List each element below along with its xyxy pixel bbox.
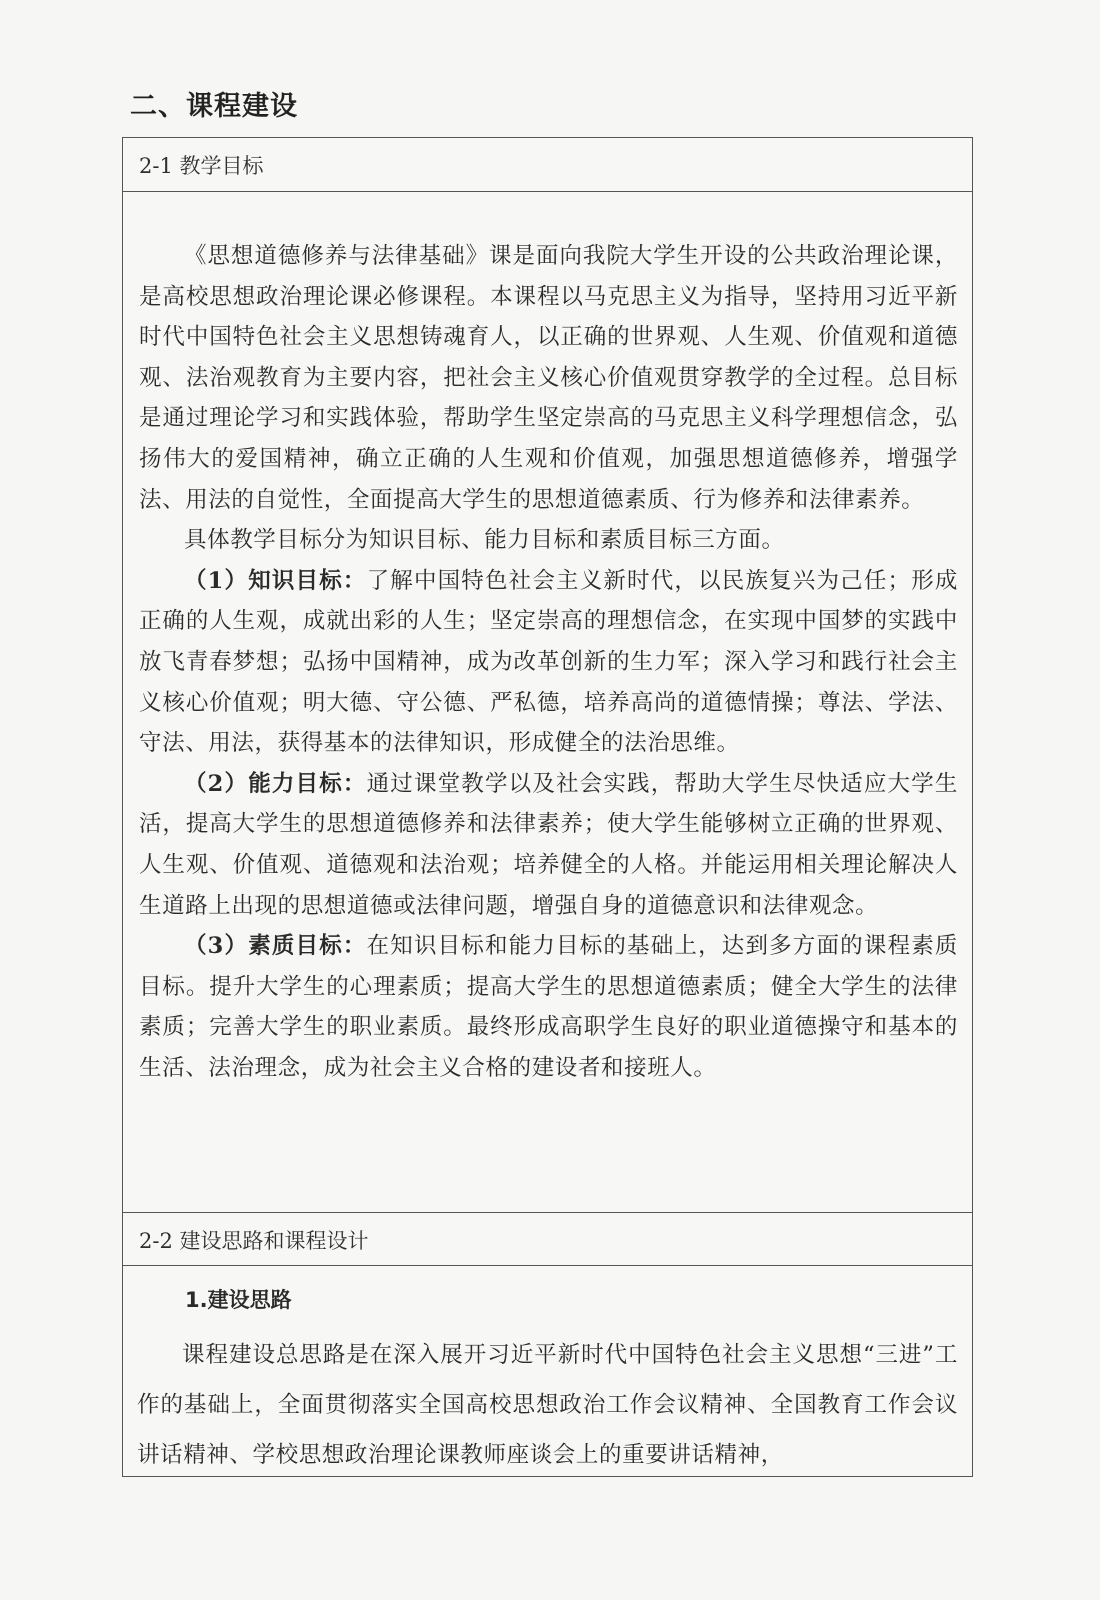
summary-paragraph: 具体教学目标分为知识目标、能力目标和素质目标三方面。 [184, 527, 785, 554]
quality-goal-label: （3）素质目标： [184, 933, 367, 960]
quality-goal-paragraph [139, 926, 958, 1088]
section-header-design [123, 1212, 972, 1266]
ability-goal-paragraph [139, 764, 958, 926]
knowledge-goal-text: 了解中国特色社会主义新时代，以民族复兴为己任；形成正确的人生观，成就出彩的人生；坚定崇高的理想信念，在实现中国梦的实践中放飞青春梦想；弘扬中国精神，成为改革创新的生力军；深入学习和践行社会主义核心价值观；明大德、守公德、严私德，培养高尚的道德情操；尊法、学法、守法、用法，获得基本的法律知识，形成健全的法治思维。 [139, 567, 958, 757]
section-header-label: 2-1 教学目标 [139, 154, 264, 178]
course-table [122, 137, 973, 1477]
teaching-goals-body [139, 236, 958, 1088]
section-header-teaching-goals [123, 138, 972, 192]
quality-goal-text: 在知识目标和能力目标的基础上，达到多方面的课程素质目标。提升大学生的心理素质；提高大学生的思想道德素质；健全大学生的法律素质；完善大学生的职业素质。最终形成高职学生良好的职业道德操守和基本的生活、法治理念，成为社会主义合格的建设者和接班人。 [139, 933, 958, 1081]
ability-goal-text: 通过课堂教学以及社会实践，帮助大学生尽快适应大学生活，提高大学生的思想道德修养和法律素养；使大学生能够树立正确的世界观、人生观、价值观、道德观和法治观；培养健全的人格。并能运用相关理论解决人生道路上出现的思想道德或法律问题，增强自身的道德意识和法律观念。 [139, 770, 958, 919]
ability-goal-label: （2）能力目标： [184, 770, 367, 797]
construction-idea-paragraph: 课程建设总思路是在深入展开习近平新时代中国特色社会主义思想“三进”工作的基础上，全面贯彻落实全国高校思想政治工作会议精神、全国教育工作会议讲话精神、学校思想政治理论课教师座谈会上的重要讲话精神， [137, 1342, 958, 1468]
intro-paragraph: 《思想道德修养与法律基础》课是面向我院大学生开设的公共政治理论课，是高校思想政治理论课必修课程。本课程以马克思主义为指导，坚持用习近平新时代中国特色社会主义思想铸魂育人，以正确的世界观、人生观、价值观和道德观、法治观教育为主要内容，把社会主义核心价值观贯穿教学的全过程。总目标是通过理论学习和实践体验，帮助学生坚定崇高的马克思主义科学理想信念，弘扬伟大的爱国精神，确立正确的人生观和价值观，加强思想道德修养，增强学法、用法的自觉性，全面提高大学生的思想道德素质、行为修养和法律素养。 [139, 243, 958, 513]
section-header-label: 2-2 建设思路和课程设计 [139, 1229, 369, 1253]
page-title: 二、课程建设 [130, 91, 298, 122]
construction-idea-heading: 1.建设思路 [185, 1288, 292, 1312]
knowledge-goal-label: （1）知识目标： [184, 567, 367, 594]
knowledge-goal-paragraph [139, 561, 958, 764]
design-body [137, 1284, 958, 1480]
